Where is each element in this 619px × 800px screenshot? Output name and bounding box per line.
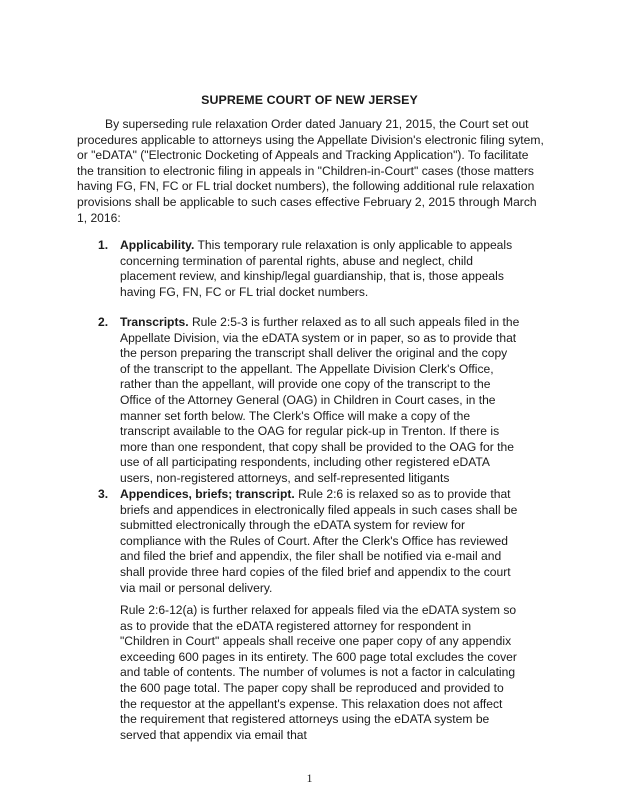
item-heading: Appendices, briefs; transcript. xyxy=(120,487,295,501)
item-number: 3. xyxy=(98,487,109,501)
item-number: 1. xyxy=(98,238,109,252)
item-heading: Transcripts. xyxy=(120,315,189,329)
item-body: Rule 2:5-3 is further relaxed as to all such appeals filed in the Appellate Division, via the eDATA system or in paper, so as to provide that the person preparing the transcript shall deliver the original and the copy of the transcript to the appellant. The Appellate Division Clerk's Office, rather than the appellant, will provide one copy of the transcript to the Office of the Attorney General (OAG) in Children in Court cases, in the manner set forth below. The Clerk's Office will make a copy of the transcript available to the OAG for regular pick-up in Trenton. If there is more than one respondent, that copy shall be provided to the OAG for the use of all participating respondents, including other registered eDATA users, non-registered attorneys, and self-represented litigants xyxy=(120,315,520,485)
intro-paragraph: By superseding rule relaxation Order dated January 21, 2015, the Court set out procedures applicable to attorneys using the Appellate Division's electronic filing sytem, or "eDATA" ("Electronic Docketing of Appeals and Tracking Application"). To facilitate the transition to electronic filing in appeals in "Children-in-Court" cases (those matters having FG, FN, FC or FL trial docket numbers), the following additional rule relaxation provisions shall be applicable to such cases effective February 2, 2015 through March 1, 2016: xyxy=(77,117,544,225)
list-item-appendices xyxy=(98,487,520,596)
document-title: SUPREME COURT OF NEW JERSEY xyxy=(201,93,418,107)
item-body: Rule 2:6 is relaxed so as to provide that briefs and appendices in electronically filed appeals in such cases shall be submitted electronically through the eDATA system for review for compliance with the Rules of Court. After the Clerk's Office has reviewed and filed the brief and appendix, the filer shall be notified via e-mail and shall provide three hard copies of the filed brief and appendix to the court via mail or personal delivery. xyxy=(120,487,518,595)
item-heading: Applicability. xyxy=(120,238,195,252)
subparagraph-rule-2-6-12: Rule 2:6-12(a) is further relaxed for appeals filed via the eDATA system so as to provide that the eDATA registered attorney for respondent in "Children in Court" appeals shall receive one paper copy of any appendix exceeding 600 pages in its entirety. The 600 page total excludes the cover and table of contents. The number of volumes is not a factor in calculating the 600 page total. The paper copy shall be reproduced and provided to the requestor at the appellant's expense. This relaxation does not affect the requirement that registered attorneys using the eDATA system be served that appendix via email that xyxy=(120,603,517,742)
page-number: 1 xyxy=(306,771,313,785)
list-item-applicability xyxy=(98,238,520,300)
item-number: 2. xyxy=(98,315,109,329)
list-item-transcripts xyxy=(98,315,520,487)
item-body: This temporary rule relaxation is only applicable to appeals concerning termination of parental rights, abuse and neglect, child placement review, and kinship/legal guardianship, that is, those appeals having FG, FN, FC or FL trial docket numbers. xyxy=(120,238,513,299)
